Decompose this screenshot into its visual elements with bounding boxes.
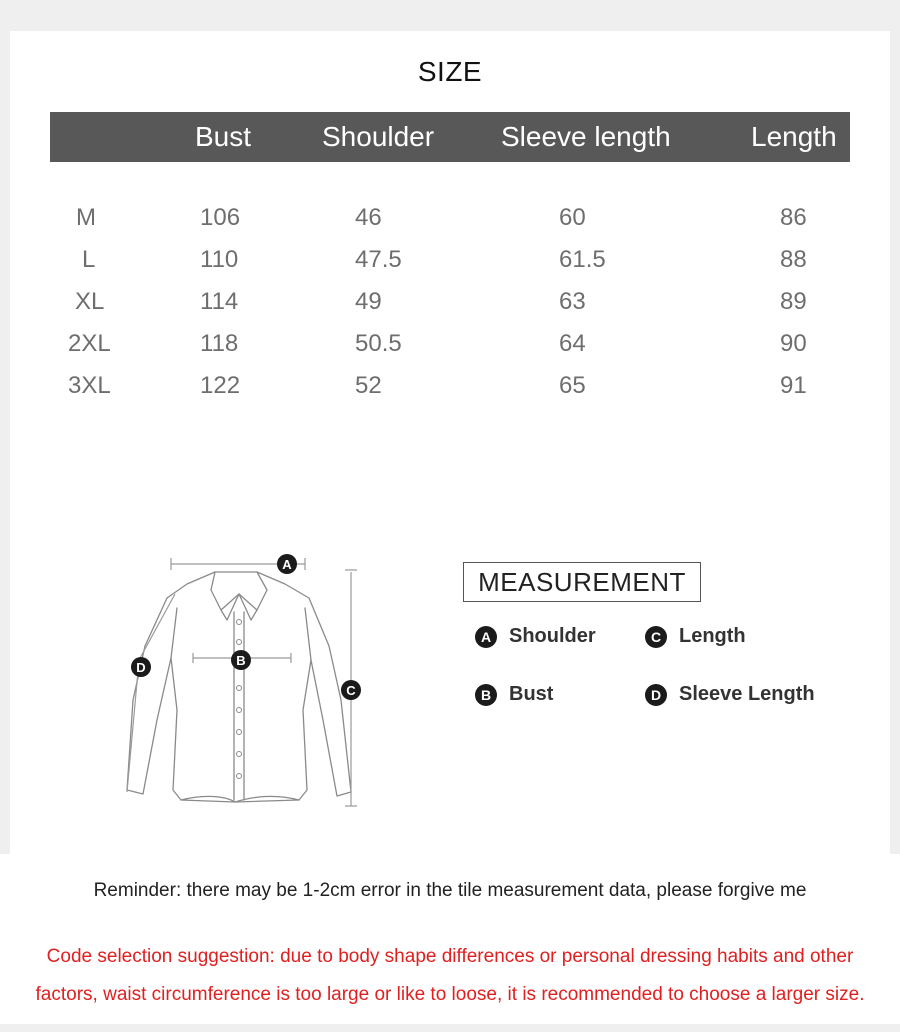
table-cell-sleeve: 60: [559, 204, 586, 231]
table-cell-length: 90: [780, 330, 807, 357]
table-cell-bust: 114: [200, 288, 239, 315]
badge-a-icon: A: [475, 626, 497, 648]
table-cell-bust: 106: [200, 204, 241, 231]
table-cell-shoulder: 49: [355, 288, 382, 315]
legend-item-shoulder: [475, 625, 596, 648]
table-header: [50, 112, 850, 162]
table-cell-bust: 110: [200, 246, 239, 273]
reminder-text: Reminder: there may be 1-2cm error in the tile measurement data, please forgive me: [93, 880, 807, 901]
page-title: SIZE: [417, 56, 483, 87]
marker-a: A: [282, 557, 292, 572]
table-cell-size: L: [82, 246, 96, 273]
diagram-markers: [131, 554, 361, 700]
table-cell-length: 86: [780, 204, 807, 231]
marker-d: D: [136, 660, 146, 675]
table-cell-size: XL: [75, 288, 105, 315]
table-cell-sleeve: 63: [559, 288, 586, 315]
measurement-title: MEASUREMENT: [463, 562, 701, 602]
table-cell-shoulder: 50.5: [355, 330, 402, 357]
legend-label: Sleeve Length: [679, 683, 815, 705]
table-cell-size: 2XL: [68, 330, 111, 357]
table-cell-sleeve: 65: [559, 372, 586, 399]
table-cell-shoulder: 52: [355, 372, 382, 399]
table-cell-length: 91: [780, 372, 807, 399]
table-cell-length: 89: [780, 288, 807, 315]
header-shoulder: Shoulder: [322, 121, 435, 152]
badge-c-icon: C: [645, 626, 667, 648]
badge-d-icon: D: [645, 684, 667, 706]
legend-item-length: [645, 625, 746, 648]
suggestion-text-line-1: Code selection suggestion: due to body shape differences or personal dressing habits and other: [46, 946, 854, 967]
marker-c: C: [346, 683, 356, 698]
suggestion-text-line-2: factors, waist circumference is too large or like to loose, it is recommended to choose a larger size.: [35, 984, 865, 1005]
table-cell-bust: 118: [200, 330, 239, 357]
table-cell-length: 88: [780, 246, 807, 273]
table-cell-bust: 122: [200, 372, 241, 399]
legend-label: Shoulder: [509, 625, 596, 647]
marker-b: B: [236, 653, 246, 668]
header-bust: Bust: [195, 121, 252, 152]
legend-item-bust: [475, 683, 553, 706]
table-cell-shoulder: 46: [355, 204, 382, 231]
legend-label: Bust: [509, 683, 554, 705]
table-cell-size: 3XL: [68, 372, 111, 399]
shirt-diagram: [115, 550, 375, 820]
table-cell-sleeve: 64: [559, 330, 586, 357]
header-length: Length: [751, 121, 837, 152]
legend-label: Length: [679, 625, 746, 647]
badge-b-icon: B: [475, 684, 497, 706]
legend-item-sleeve-length: [645, 683, 815, 706]
table-cell-shoulder: 47.5: [355, 246, 402, 273]
header-sleeve-length: Sleeve length: [501, 121, 671, 152]
table-cell-size: M: [76, 204, 96, 231]
table-cell-sleeve: 61.5: [559, 246, 606, 273]
